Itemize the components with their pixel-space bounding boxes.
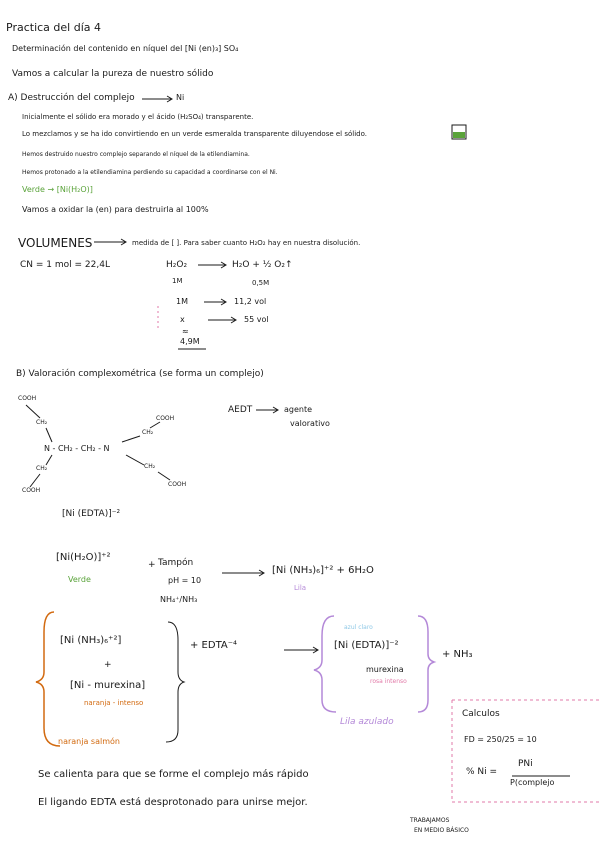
reaction1-left: [Ni(H₂O)]⁺² — [56, 552, 111, 563]
row2-right: 55 vol — [244, 315, 269, 324]
observation-line-3: Hemos destruido nuestro complejo separando el níquel de la etilendiamina. — [22, 151, 250, 158]
calc-numerator: PNi — [518, 759, 533, 769]
bond-3 — [122, 436, 140, 442]
subtitle: Determinación del contenido en níquel del [Ni (en)₃] SO₄ — [12, 44, 239, 53]
calc-title: Calculos — [462, 709, 500, 719]
ch2-bottom-right: CH₂ — [144, 463, 156, 470]
reaction2-left-bottom-color: naranja - intenso — [84, 699, 144, 707]
reaction1-right-color: Lila — [294, 584, 307, 592]
left-orange-bracket — [36, 612, 60, 746]
observation-line-1: Inicialmente el sólido era morado y el ácido (H₂SO₄) transparente. — [22, 113, 254, 121]
reaction1-buffer: NH₄⁺/NH₃ — [160, 595, 198, 604]
bond-4 — [150, 422, 160, 428]
beaker-icon — [452, 125, 466, 139]
calc-fd: FD = 250/25 = 10 — [464, 735, 537, 744]
reaction2-product-bracket-color: Lila azulado — [340, 717, 394, 727]
reaction2-murexina: murexina — [366, 665, 404, 674]
calc-ni-label: % Ni = — [466, 767, 498, 777]
bond-8 — [158, 472, 170, 480]
volumenes-desc: medida de [ ]. Para saber cuanto H₂O₂ hay en nuestra disolución. — [132, 239, 361, 247]
bond-6 — [30, 474, 40, 487]
bond-5 — [46, 455, 52, 465]
volumenes-heading: VOLUMENES — [18, 236, 93, 250]
footer-line-2: El ligando EDTA está desprotonado para unirse mejor. — [38, 797, 308, 808]
intro-line: Vamos a calcular la pureza de nuestro sólido — [12, 69, 214, 79]
reaction1-tampon: Tampón — [158, 558, 194, 568]
left-closing-bracket — [166, 622, 184, 742]
right-lilac-closing-bracket — [418, 616, 434, 712]
reaction2-plus-nh3: + NH₃ — [442, 649, 473, 660]
cn-line: CN = 1 mol = 22,4L — [20, 260, 110, 270]
reaction1-ph: pH = 10 — [168, 576, 202, 585]
section-a-heading: A) Destrucción del complejo — [8, 93, 135, 103]
footer-note-2: EN MEDIO BÁSICO — [414, 827, 469, 834]
row2-left: x — [180, 315, 185, 324]
oxidize-line: Vamos a oxidar la (en) para destruirla al 100% — [22, 205, 209, 214]
calc-dashed-box — [452, 700, 600, 802]
edta-backbone: N - CH₂ - CH₂ - N — [44, 444, 110, 453]
right-lilac-bracket — [314, 616, 336, 712]
reaction-h2o2: H₂O₂ — [166, 260, 188, 270]
reaction2-left-plus: + — [104, 660, 112, 670]
cooh-bottom-right: COOH — [168, 481, 187, 488]
half-m-label: 0,5M — [252, 279, 270, 287]
cooh-top-right: COOH — [156, 415, 175, 422]
section-b-heading: B) Valoración complexométrica (se forma un complejo) — [16, 369, 264, 379]
aedt-desc-1: agente — [284, 405, 313, 414]
reaction1-plus: + — [148, 560, 156, 570]
observation-line-4: Hemos protonado a la etilendiamina perdiendo su capacidad a coordinarse con el Ni. — [22, 169, 278, 176]
reaction2-murexina-color: rosa intenso — [370, 678, 407, 685]
reaction2-left-bottom: [Ni - murexina] — [70, 680, 146, 691]
ni-edta-complex: [Ni (EDTA)]⁻² — [62, 509, 121, 519]
bond-2 — [46, 428, 52, 442]
reaction1-right: [Ni (NH₃)₆]⁺² + 6H₂O — [272, 565, 374, 576]
aedt-desc-2: valorativo — [290, 419, 330, 428]
observation-line-2: Lo mezclamos y se ha ido convirtiendo en un verde esmeralda transparente diluyendose el sólido. — [22, 130, 368, 138]
section-a-arrow-label: Ni — [176, 93, 185, 102]
aedt-label: AEDT — [228, 405, 253, 415]
reaction2-product-top-color: azul claro — [344, 624, 373, 631]
footer-line-1: Se calienta para que se forme el complejo más rápido — [38, 769, 309, 780]
bond-1 — [26, 405, 40, 418]
footer-note-1: TRABAJAMOS — [410, 817, 450, 824]
approx-sign: ≈ — [182, 327, 189, 336]
row1-right: 11,2 vol — [234, 297, 267, 306]
reaction1-left-color: Verde — [68, 575, 91, 584]
ch2-bottom-left: CH₂ — [36, 465, 48, 472]
reaction2-product: [Ni (EDTA)]⁻² — [334, 640, 399, 651]
one-m-label: 1M — [172, 277, 183, 285]
result-value: 4,9M — [180, 337, 200, 346]
reaction2-left-top: [Ni (NH₃)₆⁺²] — [60, 635, 122, 646]
bond-7 — [126, 455, 144, 465]
page-title: Practica del día 4 — [6, 21, 101, 34]
cooh-bottom-left: COOH — [22, 487, 41, 494]
verde-line: Verde → [Ni(H₂O)] — [22, 185, 93, 194]
reaction2-edta: + EDTA⁻⁴ — [190, 640, 238, 651]
reaction-products: H₂O + ½ O₂↑ — [232, 260, 293, 270]
ch2-top-left: CH₂ — [36, 419, 48, 426]
ch2-top-right: CH₂ — [142, 429, 154, 436]
cooh-top-left: COOH — [18, 395, 37, 402]
calc-denominator: P(complejo — [510, 778, 555, 787]
reaction2-left-bracket-color: naranja salmón — [58, 737, 120, 746]
row1-left: 1M — [176, 297, 188, 306]
